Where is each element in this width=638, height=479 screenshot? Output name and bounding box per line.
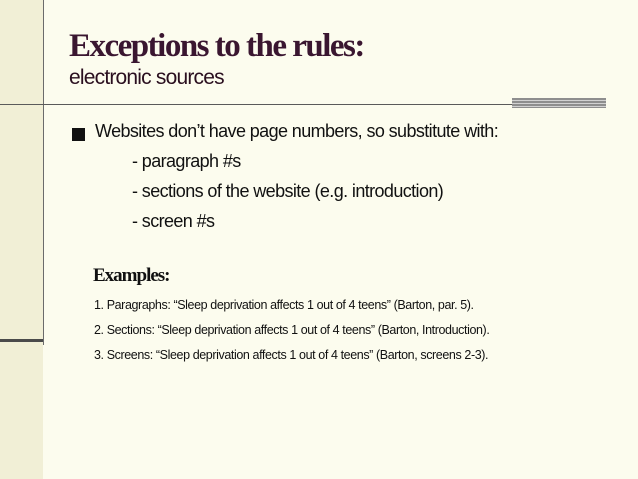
slide-title: Exceptions to the rules: [69,28,364,64]
substitute-list [132,152,443,242]
examples-list [94,299,489,374]
left-rule-end-bar [0,339,43,342]
example-paragraphs: 1. Paragraphs: “Sleep deprivation affects 1 out of 4 teens” (Barton, par. 5). [94,298,474,312]
example-screens: 3. Screens: “Sleep deprivation affects 1 out of 4 teens” (Barton, screens 2-3). [94,348,489,362]
substitute-item-screens: - screen #s [132,211,215,231]
left-decor-strip [0,0,43,479]
square-bullet-icon [72,128,85,141]
example-sections: 2. Sections: “Sleep deprivation affects 1 out of 4 teens” (Barton, Introduction). [94,323,490,337]
left-vertical-rule [43,0,44,345]
substitute-item-sections: - sections of the website (e.g. introduction) [132,181,444,201]
main-bullet-text: Websites don’t have page numbers, so substitute with: [95,121,499,141]
title-accent-bar [512,98,606,108]
examples-heading: Examples: [93,265,170,286]
substitute-item-paragraphs: - paragraph #s [132,151,241,171]
slide-subtitle: electronic sources [69,66,224,89]
